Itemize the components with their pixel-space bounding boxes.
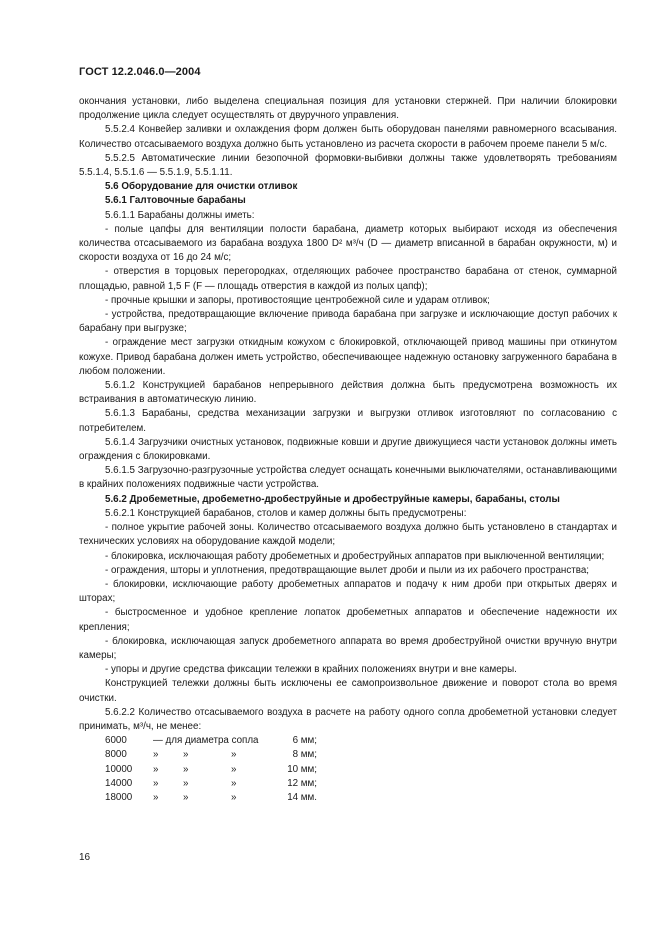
- paragraph: 5.6.2 Дробеметные, дробеметно-дробеструйные и дробеструйные камеры, барабаны, столы: [105, 493, 560, 505]
- paragraph: - ограждение мест загрузки откидным кожухом с блокировкой, отключающей привод машины при откинутом кожухе. Привод барабана должен иметь устройство, обеспечивающее надежную остановку загруженного барабана в любом положении.: [79, 337, 617, 377]
- paragraph: 5.6.1.5 Загрузочно-разгрузочные устройства следует оснащать конечными выключателями, останавливающими в крайних положениях подвижные части устройства.: [79, 465, 617, 491]
- ditto-cell: »: [183, 763, 189, 775]
- air-volume-cell: 18000: [105, 791, 133, 803]
- paragraph: - полное укрытие рабочей зоны. Количество отсасываемого воздуха должно быть установлено в стандартах и технических условиях на оборудование каждой модели;: [79, 522, 617, 548]
- ditto-cell: »: [183, 749, 189, 761]
- paragraph: окончания установки, либо выделена специальная позиция для установки стержней. При наличии блокировки продолжение цикла следует осуществлять от двуручного управления.: [79, 96, 617, 122]
- paragraph-list: [79, 95, 617, 734]
- nozzle-size-cell: 6 мм;: [292, 735, 317, 747]
- nozzle-size-cell: 10 мм;: [287, 763, 317, 775]
- ditto-cell: »: [153, 763, 159, 775]
- ditto-cell: »: [153, 749, 159, 761]
- paragraph: - блокировка, исключающая работу дробеметных и дробеструйных аппаратов при выключенной вентиляции;: [105, 550, 605, 562]
- paragraph: 5.5.2.5 Автоматические линии безопочной формовки-выбивки должны также удовлетворять требованиям 5.5.1.4, 5.5.1.6 — 5.5.1.9, 5.5.1.11.: [79, 152, 617, 179]
- nozzle-size-cell: 12 мм;: [287, 777, 317, 789]
- paragraph: - ограждения, шторы и уплотнения, предотвращающие вылет дроби и пыли из их рабочего пространства;: [105, 564, 589, 576]
- paragraph: - прочные крышки и запоры, противостоящие центробежной силе и ударам отливок;: [105, 294, 490, 306]
- paragraph: - быстросменное и удобное крепление лопаток дробеметных аппаратов и обеспечение надежности их крепления;: [79, 607, 617, 633]
- document-body: [79, 95, 617, 805]
- ditto-cell: »: [183, 777, 189, 789]
- ditto-cell: »: [231, 763, 237, 775]
- ditto-cell: »: [231, 749, 237, 761]
- paragraph: 5.6 Оборудование для очистки отливок: [105, 181, 298, 193]
- ditto-cell: »: [183, 791, 189, 803]
- document-header: ГОСТ 12.2.046.0—2004: [79, 66, 201, 78]
- paragraph: 5.6.1.4 Загрузчики очистных установок, подвижные ковши и другие движущиеся части установок должны иметь ограждения с блокировками.: [79, 436, 617, 463]
- paragraph: 5.5.2.4 Конвейер заливки и охлаждения форм должен быть оборудован панелями равномерного всасывания. Количество отсасываемого воздуха должно быть установлено из расчета скорости в рабочем проеме панели 5 м/с.: [79, 124, 617, 150]
- paragraph: 5.6.1 Галтовочные барабаны: [105, 195, 246, 207]
- paragraph: 5.6.2.2 Количество отсасываемого воздуха в расчете на работу одного сопла дробеметной установки следует принимать, м³/ч, не менее:: [79, 706, 617, 732]
- nozzle-size-cell: 8 мм;: [292, 749, 317, 761]
- paragraph: 5.6.1.1 Барабаны должны иметь:: [105, 209, 255, 221]
- air-volume-table: [105, 734, 317, 805]
- table-row: [105, 734, 317, 748]
- paragraph: - блокировка, исключающая запуск дробеметного аппарата во время дробеструйной очистки вручную внутри камеры;: [79, 635, 617, 661]
- air-volume-cell: 14000: [105, 777, 133, 789]
- air-volume-cell: 8000: [105, 749, 127, 761]
- paragraph: - устройства, предотвращающие включение привода барабана при загрузке и исключающие доступ рабочих к барабану при выгрузке;: [79, 309, 617, 335]
- paragraph: - полые цапфы для вентиляции полости барабана, диаметр которых выбирают исходя из обеспечения количества отсасываемого из барабана воздуха 1800 D² м³/ч (D — диаметр вписанной в барабан окружности, м) и скорости воздуха от 16 до 24 м/с;: [79, 223, 617, 264]
- paragraph: 5.6.1.2 Конструкцией барабанов непрерывного действия должна быть предусмотрена возможность их встраивания в автоматическую линию.: [79, 380, 617, 406]
- paragraph: - отверстия в торцовых перегородках, отделяющих рабочее пространство барабана от стенок, суммарной площадью, равной 1,5 F (F — площадь отверстия в каждой из полых цапф);: [79, 266, 617, 292]
- table-row: [105, 791, 317, 805]
- paragraph: - упоры и другие средства фиксации тележки в крайних положениях внутри и вне камеры.: [105, 664, 517, 676]
- page-number: 16: [79, 852, 91, 863]
- nozzle-label-cell: — для диаметра сопла: [153, 735, 259, 747]
- air-volume-cell: 6000: [105, 735, 127, 747]
- paragraph: 5.6.1.3 Барабаны, средства механизации загрузки и выгрузки отливок изготовляют по согласованию с потребителем.: [79, 408, 617, 434]
- air-volume-cell: 10000: [105, 763, 133, 775]
- paragraph: Конструкцией тележки должны быть исключены ее самопроизвольное движение и поворот стола во время очистки.: [79, 678, 617, 704]
- table-row: [105, 748, 317, 762]
- table-row: [105, 763, 317, 777]
- ditto-cell: »: [231, 777, 237, 789]
- paragraph: 5.6.2.1 Конструкцией барабанов, столов и камер должны быть предусмотрены:: [105, 507, 467, 519]
- ditto-cell: »: [153, 777, 159, 789]
- ditto-cell: »: [231, 791, 237, 803]
- ditto-cell: »: [153, 791, 159, 803]
- nozzle-size-cell: 14 мм.: [287, 791, 317, 803]
- table-row: [105, 777, 317, 791]
- paragraph: - блокировки, исключающие работу дробеметных аппаратов и подачу к ним дроби при открытых дверях и шторах;: [79, 578, 617, 605]
